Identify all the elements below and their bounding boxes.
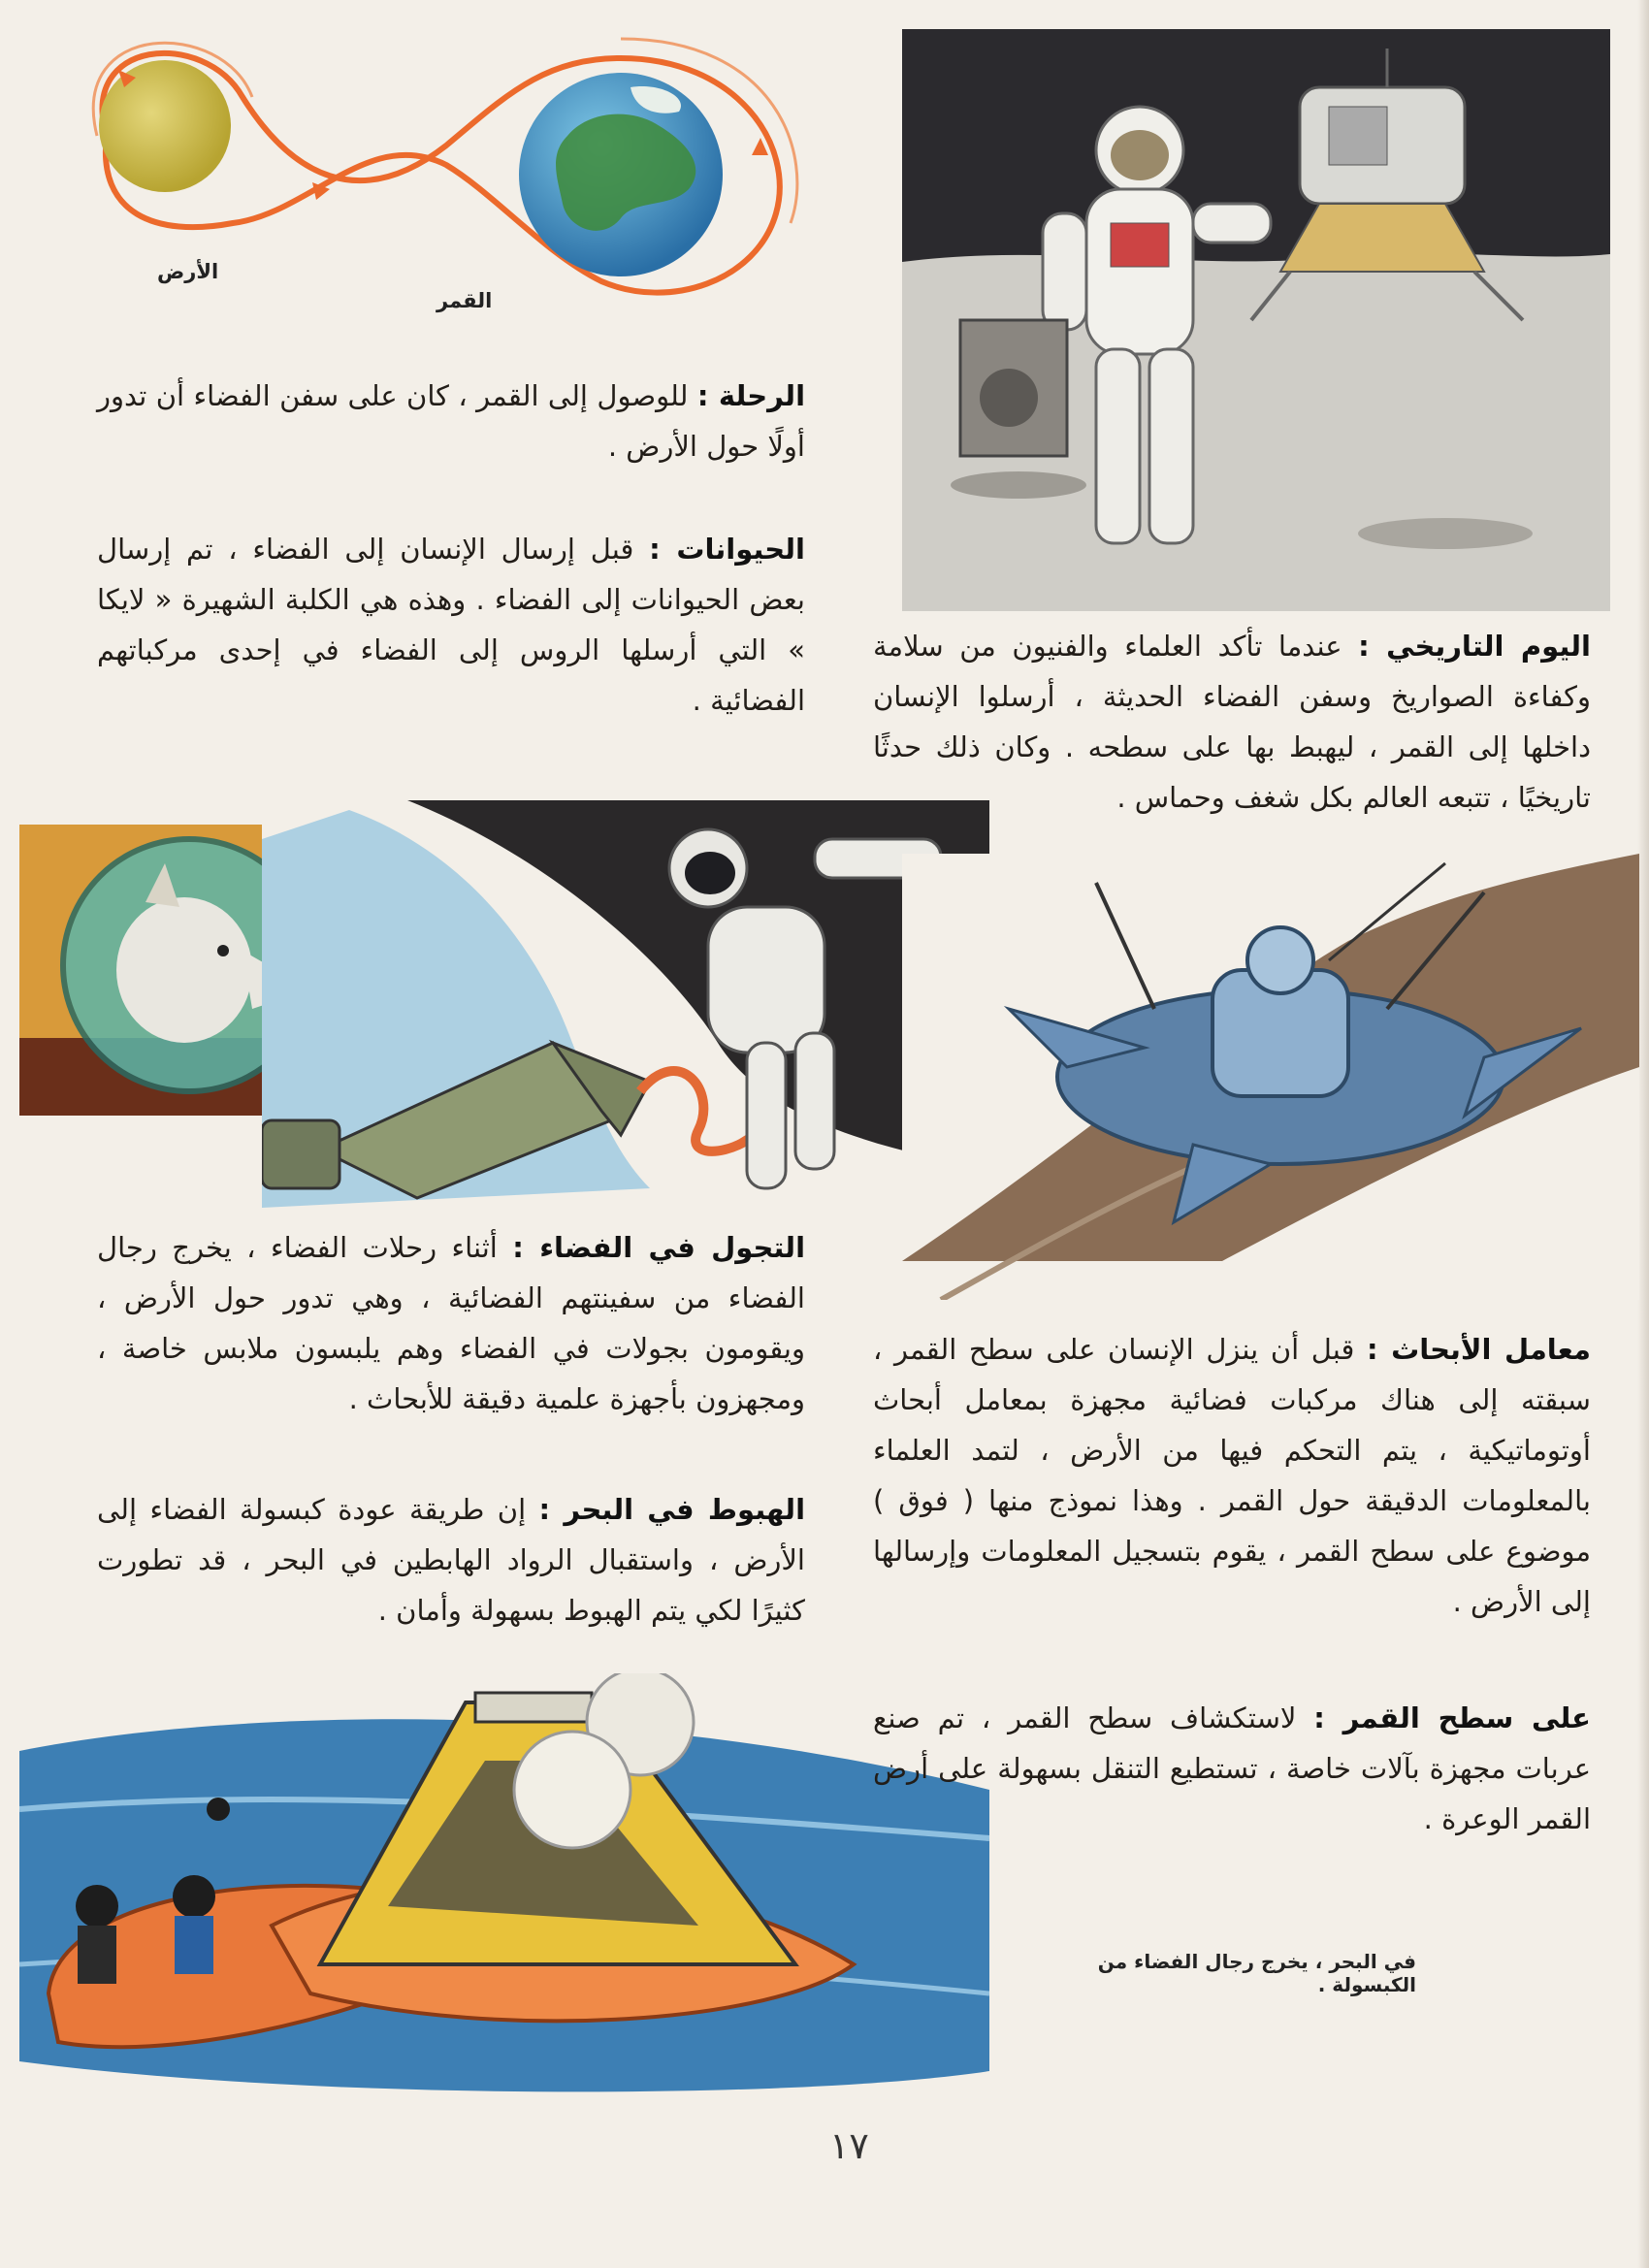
section-moon-surface-heading: على سطح القمر : <box>1313 1701 1591 1734</box>
section-splashdown <box>97 1484 805 1636</box>
section-spacewalk <box>97 1222 805 1424</box>
section-historic-day <box>873 621 1591 823</box>
section-historic-day-body: عندما تأكد العلماء والفنيون من سلامة وكفاءة الصواريخ وسفن الفضاء الحديثة ، أرسلوا الإنسان داخلها إلى القمر ، ليهبط بها على سطحه . وكان ذلك حدثًا تاريخيًا ، تتبعه العالم بكل شغف وحماس . <box>873 630 1591 814</box>
section-splashdown-heading: الهبوط في البحر : <box>538 1493 806 1526</box>
moon-globe <box>99 60 231 192</box>
section-labs-body: قبل أن ينزل الإنسان على سطح القمر ، سبقته إلى هناك مركبات فضائية مجهزة بمعامل أبحاث أوتوماتيكية ، يتم التحكم فيها من الأرض ، لتمد العلماء بالمعلومات الدقيقة حول القمر . وهذا نموذج منها ( فوق ) موضوع على سطح القمر ، يقوم بتسجيل المعلومات وإرسالها إلى الأرض . <box>873 1333 1591 1618</box>
section-journey-heading: الرحلة : <box>696 379 806 412</box>
spacewalk-illustration <box>262 800 989 1208</box>
lunar-lab-probe-illustration <box>902 854 1639 1300</box>
page-number: ١٧ <box>829 2124 869 2167</box>
section-splashdown-body: إن طريقة عودة كبسولة الفضاء إلى الأرض ، واستقبال الرواد الهابطين في البحر ، قد تطورت كثيرًا لكي يتم الهبوط بسهولة وأمان . <box>97 1493 805 1627</box>
moon-label: القمر <box>436 289 493 312</box>
section-spacewalk-heading: التجول في الفضاء : <box>512 1231 806 1264</box>
splashdown-caption: في البحر ، يخرج رجال الفضاء من الكبسولة . <box>1097 1950 1416 1996</box>
astronaut-on-moon-illustration <box>902 29 1610 611</box>
section-animals <box>97 524 805 726</box>
section-moon-surface <box>873 1693 1591 1844</box>
section-journey <box>97 371 805 471</box>
earth-label: الأرض <box>157 260 219 283</box>
section-animals-body: قبل إرسال الإنسان إلى الفضاء ، تم إرسال بعض الحيوانات إلى الفضاء . وهذه هي الكلبة الشهيرة « لايكا » التي أرسلها الروس إلى الفضاء في إحدى مركباتهم الفضائية . <box>97 533 805 717</box>
section-animals-heading: الحيوانات : <box>649 533 805 566</box>
splashdown-illustration <box>19 1673 989 2100</box>
section-moon-surface-body: لاستكشاف سطح القمر ، تم صنع عربات مجهزة بآلات خاصة ، تستطيع التنقل بسهولة على أرض القمر الوعرة . <box>873 1701 1591 1835</box>
section-historic-day-heading: اليوم التاريخي : <box>1358 630 1591 663</box>
section-journey-body: للوصول إلى القمر ، كان على سفن الفضاء أن تدور أولًا حول الأرض . <box>97 379 805 463</box>
section-labs-heading: معامل الأبحاث : <box>1367 1333 1591 1366</box>
section-spacewalk-body: أثناء رحلات الفضاء ، يخرج رجال الفضاء من سفينتهم الفضائية ، وهي تدور حول الأرض ، ويقومون بجولات في الفضاء وهم يلبسون ملابس خاصة ، ومجهزون بأجهزة علمية دقيقة للأبحاث . <box>97 1231 805 1415</box>
orbit-diagram <box>39 19 815 340</box>
section-labs <box>873 1324 1591 1627</box>
